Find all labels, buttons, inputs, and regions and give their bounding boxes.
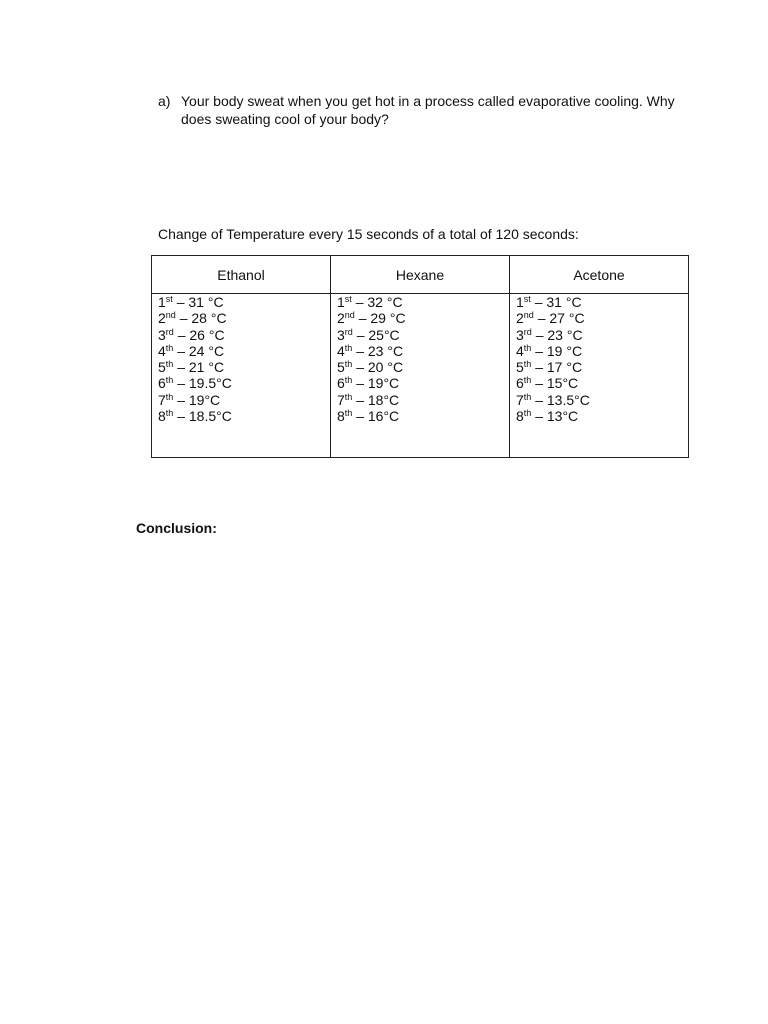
reading-number: 8 [516, 408, 524, 425]
ordinal-suffix: th [165, 375, 174, 386]
temperature-value: – 28 °C [175, 310, 227, 327]
temperature-value: – 19°C [352, 375, 400, 392]
ordinal-suffix: st [165, 294, 173, 304]
temperature-value: – 13.5°C [531, 391, 590, 408]
table-caption: Change of Temperature every 15 seconds of a total of 120 seconds: [158, 226, 579, 242]
temperature-entry [337, 392, 509, 408]
ordinal-suffix: th [344, 342, 353, 353]
temperature-value: – 31 °C [172, 294, 224, 310]
temperature-value: – 27 °C [533, 310, 585, 327]
temperature-value: – 13°C [531, 408, 579, 425]
temperature-value: – 25°C [352, 326, 400, 343]
ordinal-suffix: th [344, 391, 353, 402]
reading-number: 8 [337, 408, 345, 425]
temperature-entry [516, 294, 688, 310]
ordinal-suffix: rd [344, 326, 353, 337]
reading-number: 4 [516, 342, 524, 359]
reading-number: 2 [516, 310, 524, 327]
temperature-entry [337, 408, 509, 424]
ordinal-suffix: th [165, 391, 174, 402]
ordinal-suffix: th [523, 375, 532, 386]
temperature-entry [516, 343, 688, 359]
temperature-entry [516, 392, 688, 408]
temperature-entry [337, 294, 509, 310]
header-acetone: Acetone [510, 256, 689, 294]
temperature-entry [337, 359, 509, 375]
temperature-value: – 29 °C [354, 310, 406, 327]
temperature-entry [337, 375, 509, 391]
temperature-entry [158, 343, 330, 359]
temperature-value: – 16°C [352, 408, 400, 425]
reading-number: 1 [158, 294, 166, 310]
temperature-value: – 15°C [531, 375, 579, 392]
ordinal-suffix: th [523, 408, 532, 419]
reading-number: 2 [158, 310, 166, 327]
reading-number: 2 [337, 310, 345, 327]
question-text: Your body sweat when you get hot in a process called evaporative cooling. Why does sweating cool of your body? [181, 93, 675, 127]
ordinal-suffix: th [165, 342, 174, 353]
table-row [152, 294, 689, 458]
reading-number: 7 [158, 391, 166, 408]
temperature-value: – 19.5°C [173, 375, 232, 392]
temperature-value: – 23 °C [531, 326, 583, 343]
ethanol-cell [152, 294, 331, 458]
reading-number: 7 [516, 391, 524, 408]
temperature-entry [516, 310, 688, 326]
ordinal-suffix: st [523, 294, 531, 304]
temperature-value: – 19 °C [531, 342, 583, 359]
ordinal-suffix: nd [523, 310, 534, 321]
temperature-value: – 18°C [352, 391, 400, 408]
ordinal-suffix: th [344, 375, 353, 386]
temperature-entry [337, 310, 509, 326]
temperature-value: – 17 °C [531, 359, 583, 376]
temperature-value: – 32 °C [351, 294, 403, 310]
ordinal-suffix: st [344, 294, 352, 304]
ordinal-suffix: th [523, 359, 532, 370]
question-marker: a) [158, 93, 171, 109]
reading-number: 5 [158, 359, 166, 376]
reading-number: 1 [516, 294, 524, 310]
reading-number: 3 [337, 326, 345, 343]
temperature-entry [158, 375, 330, 391]
temperature-entry [158, 310, 330, 326]
question-a [158, 92, 678, 128]
temperature-entry [516, 359, 688, 375]
temperature-value: – 31 °C [530, 294, 582, 310]
temperature-entry [516, 327, 688, 343]
ordinal-suffix: rd [523, 326, 532, 337]
acetone-cell [510, 294, 689, 458]
temperature-entry [158, 294, 330, 310]
hexane-cell [331, 294, 510, 458]
ordinal-suffix: th [344, 408, 353, 419]
ordinal-suffix: th [523, 342, 532, 353]
reading-number: 3 [158, 326, 166, 343]
temperature-entry [158, 392, 330, 408]
temperature-entry [516, 408, 688, 424]
temperature-value: – 21 °C [173, 359, 225, 376]
temperature-value: – 26 °C [173, 326, 225, 343]
temperature-entry [337, 343, 509, 359]
temperature-value: – 18.5°C [173, 408, 232, 425]
temperature-entry [158, 359, 330, 375]
ordinal-suffix: nd [165, 310, 176, 321]
ordinal-suffix: th [523, 391, 532, 402]
reading-number: 6 [158, 375, 166, 392]
temperature-entry [158, 408, 330, 424]
reading-number: 5 [516, 359, 524, 376]
reading-number: 8 [158, 408, 166, 425]
reading-number: 5 [337, 359, 345, 376]
header-hexane: Hexane [331, 256, 510, 294]
table-header-row [152, 256, 689, 294]
ordinal-suffix: rd [165, 326, 174, 337]
temperature-entry [158, 327, 330, 343]
reading-number: 6 [337, 375, 345, 392]
header-ethanol: Ethanol [152, 256, 331, 294]
temperature-table [151, 255, 689, 458]
conclusion-label: Conclusion: [136, 520, 217, 536]
reading-number: 1 [337, 294, 345, 310]
reading-number: 4 [158, 342, 166, 359]
reading-number: 6 [516, 375, 524, 392]
temperature-value: – 24 °C [173, 342, 225, 359]
temperature-value: – 23 °C [352, 342, 404, 359]
reading-number: 7 [337, 391, 345, 408]
ordinal-suffix: nd [344, 310, 355, 321]
temperature-value: – 20 °C [352, 359, 404, 376]
temperature-entry [516, 375, 688, 391]
ordinal-suffix: th [344, 359, 353, 370]
temperature-entry [337, 327, 509, 343]
reading-number: 4 [337, 342, 345, 359]
ordinal-suffix: th [165, 359, 174, 370]
temperature-value: – 19°C [173, 391, 221, 408]
reading-number: 3 [516, 326, 524, 343]
ordinal-suffix: th [165, 408, 174, 419]
